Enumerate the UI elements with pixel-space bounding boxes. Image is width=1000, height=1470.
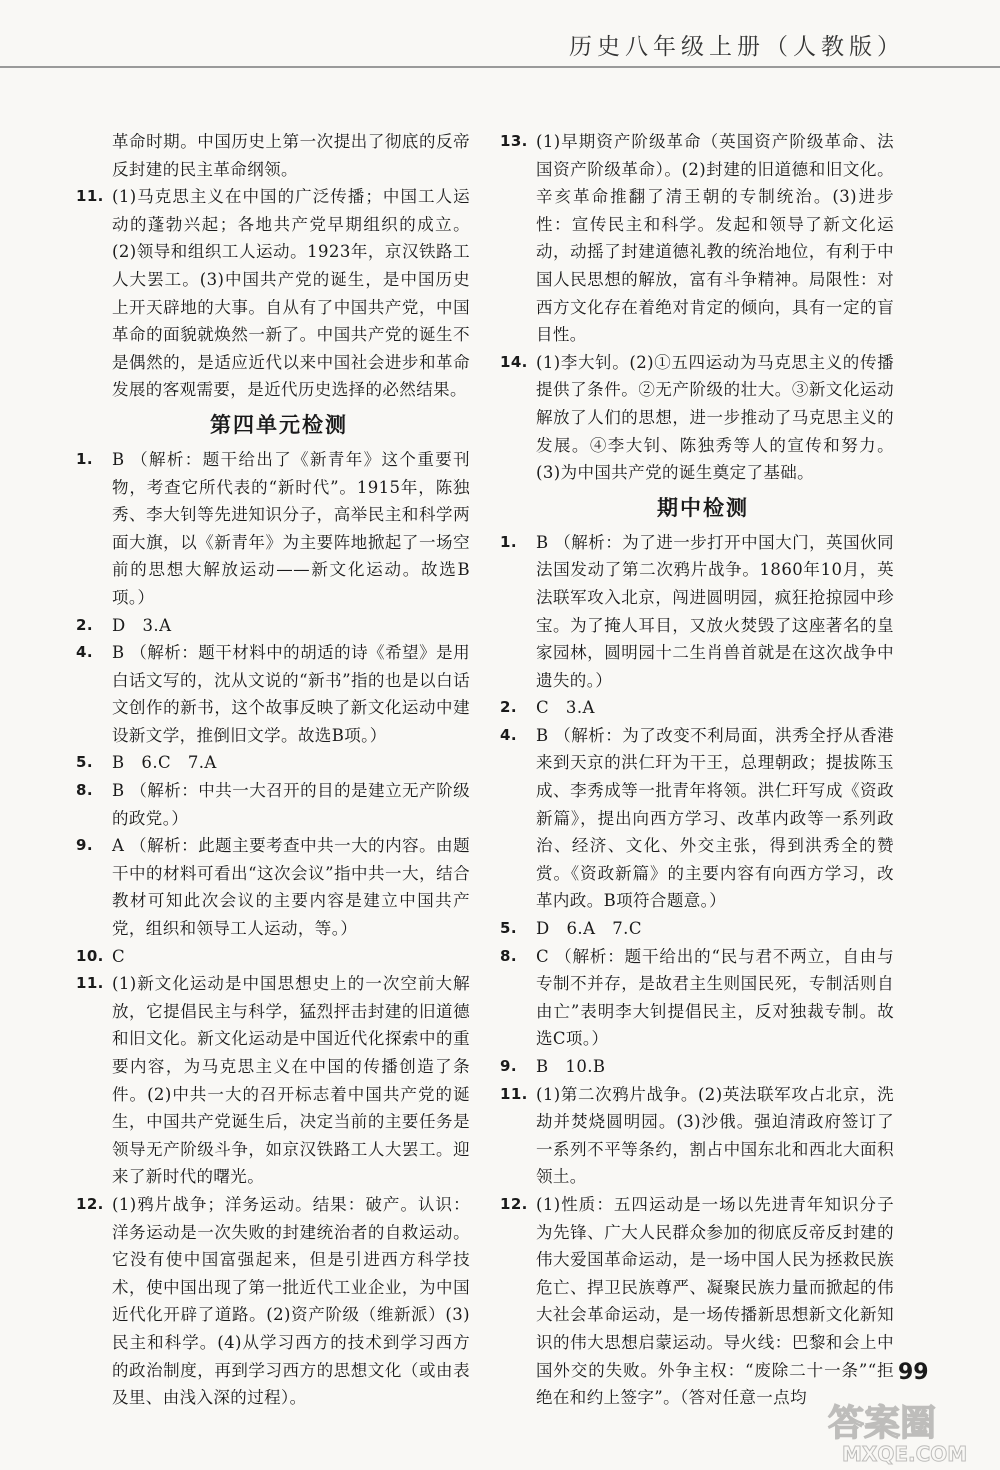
answer-continuation: 革命时期。中国历史上第一次提出了彻底的反帝反封建的民主革命纲领。 — [112, 132, 470, 179]
answer-text: A （解析：此题主要考查中共一大的内容。由题干中的材料可看出“这次会议”指中共一大，结合教材可知此次会议的主要内容是建立中国共产党，组织和领导工人运动，等。） — [112, 836, 470, 939]
answer-item — [76, 446, 470, 612]
answer-item — [500, 529, 894, 695]
answer-number: 1. — [500, 532, 517, 551]
answer-item — [76, 777, 470, 832]
watermark-text: 答案圈 — [828, 1403, 937, 1444]
answer-number: 11. — [76, 187, 104, 206]
answer-number: 12. — [76, 1194, 104, 1213]
answer-item — [76, 832, 470, 942]
section-title: 期中检测 — [657, 495, 749, 520]
answer-number: 5. — [76, 753, 93, 772]
header-rule — [0, 66, 1000, 68]
answer-number: 12. — [500, 1194, 528, 1213]
answer-number: 11. — [76, 974, 104, 993]
answer-number: 1. — [76, 449, 93, 468]
answer-number: 13. — [500, 132, 528, 150]
watermark-subtext: MXQE.COM — [842, 1442, 968, 1465]
answer-number: 5. — [500, 919, 517, 938]
answer-item — [76, 612, 470, 640]
answer-item — [76, 943, 470, 971]
answer-text: B （解析：题干给出了《新青年》这个重要刊物，考查它所代表的“新时代”。1915年，陈独秀、李大钊等先进知识分子，高举民主和科学两面大旗，以《新青年》为主要阵地掀起了一场空前的思想大解放运动——新文化运动。故选B项。） — [112, 449, 470, 607]
answer-item — [500, 943, 894, 1053]
answer-item — [500, 349, 894, 487]
answer-text: (1)第二次鸦片战争。(2)英法联军攻占北京，洗劫并焚烧圆明园。(3)沙俄。强迫清政府签订了一系列不平等条约，割占中国东北和西北大面积领土。 — [536, 1084, 894, 1187]
answer-text: B 6.C 7.A — [112, 753, 217, 773]
answer-item — [76, 1191, 470, 1412]
answer-number: 2. — [500, 698, 517, 717]
answer-text: (1)鸦片战争；洋务运动。结果：破产。认识：洋务运动是一次失败的封建统治者的自救运动。它没有使中国富强起来，但是引进西方科学技术，使中国出现了第一批近代工业企业，为中国近代化开辟了道路。(2)资产阶级（维新派）(3)民主和科学。(4)从学习西方的技术到学习西方的政治制度，再到学习西方的思想文化（或由表及里、由浅入深的过程）。 — [112, 1194, 470, 1408]
section-title: 第四单元检测 — [210, 412, 348, 437]
answer-item — [500, 1081, 894, 1191]
answer-number: 8. — [76, 781, 93, 800]
answer-item — [500, 1191, 894, 1412]
answer-text: B 10.B — [536, 1057, 606, 1076]
answer-text: C （解析：题干给出的“民与君不两立，自由与专制不并存，是故君主生则国民死，专制活则自由亡”表明李大钊提倡民主，反对独裁专制。故选C项。） — [536, 946, 894, 1049]
answer-number: 4. — [76, 643, 93, 662]
answer-text: B （解析：为了进一步打开中国大门，英国伙同法国发动了第二次鸦片战争。1860年10月，英法联军攻入北京，闯进圆明园，疯狂抢掠园中珍宝。为了掩人耳目，又放火焚毁了这座著名的皇家园林，圆明园十二生肖兽首就是在这次战争中遗失的。） — [536, 532, 894, 690]
answer-text: (1)性质：五四运动是一场以先进青年知识分子为先锋、广大人民群众参加的彻底反帝反封建的伟大爱国革命运动，是一场中国人民为拯救民族危亡、捍卫民族尊严、凝聚民族力量而掀起的伟大社会革命运动，是一场传播新思想新文化新知识的伟大思想启蒙运动。导火线：巴黎和会上中国外交的失败。外争主权：“废除二十一条”“拒绝在和约上签字”。（答对任意一点均 — [536, 1194, 894, 1408]
answer-text: D 6.A 7.C — [536, 919, 642, 939]
answer-text: B （解析：为了改变不利局面，洪秀全抒从香港来到天京的洪仁玕为干王，总理朝政；提拔陈玉成、李秀成等一批青年将领。洪仁玕写成《资政新篇》，提出向西方学习、改革内政等一系列政治、经济、文化、外交主张，得到洪秀全的赞赏。《资政新篇》的主要内容有向西方学习，改革内政。B项符合题意。） — [536, 725, 894, 911]
answer-item — [76, 970, 470, 1191]
answer-item — [500, 1053, 894, 1081]
page-number: 99 — [898, 1360, 929, 1385]
answer-number: 14. — [500, 352, 528, 371]
answer-item — [500, 722, 894, 915]
answer-number: 8. — [500, 946, 517, 965]
answer-text: (1)马克思主义在中国的广泛传播；中国工人运动的蓬勃兴起；各地共产党早期组织的成立。(2)领导和组织工人运动。1923年，京汉铁路工人大罢工。(3)中国共产党的诞生，是中国历史上开天辟地的大事。自从有了中国共产党，中国革命的面貌就焕然一新了。中国共产党的诞生不是偶然的，是适应近代以来中国社会进步和革命发展的客观需要，是近代历史选择的必然结果。 — [112, 187, 470, 400]
answer-item — [500, 915, 894, 943]
answer-item — [76, 749, 470, 777]
answer-text: D 3.A — [112, 615, 172, 635]
answer-text: (1)早期资产阶级革命（英国资产阶级革命、法国资产阶级革命）。(2)封建的旧道德和旧文化。辛亥革命推翻了清王朝的专制统治。(3)进步性：宣传民主和科学。发起和领导了新文化运动，动摇了封建道德礼教的统治地位，有利于中国人民思想的解放，富有斗争精神。局限性：对西方文化存在着绝对肯定的倾向，具有一定的盲目性。 — [536, 132, 894, 345]
answer-item — [500, 128, 894, 349]
answer-number: 2. — [76, 615, 93, 634]
answer-item — [76, 183, 470, 404]
right-column — [500, 128, 894, 1412]
answer-item — [76, 639, 470, 749]
running-header: 历史八年级上册（人教版） — [569, 34, 905, 60]
answer-number: 9. — [500, 1057, 517, 1075]
left-column — [76, 128, 470, 1412]
answer-number: 9. — [76, 836, 93, 855]
watermark-logo — [820, 1395, 995, 1465]
answer-text: C 3.A — [536, 698, 595, 718]
answer-text: C — [112, 946, 126, 966]
answer-text: B （解析：题干材料中的胡适的诗《希望》是用白话文写的，沈从文说的“新书”指的也是以白话文创作的新书，这个故事反映了新文化运动中建设新文学，推倒旧文学。故选B项。） — [112, 643, 470, 745]
answer-number: 4. — [500, 725, 517, 744]
answer-item — [500, 694, 894, 722]
answer-number: 10. — [76, 946, 104, 965]
answer-text: (1)李大钊。(2)①五四运动为马克思主义的传播提供了条件。②无产阶级的壮大。③新文化运动解放了人们的思想，进一步推动了马克思主义的发展。④李大钊、陈独秀等人的宣传和努力。(3)为中国共产党的诞生奠定了基础。 — [536, 352, 894, 483]
answer-text: (1)新文化运动是中国思想史上的一次空前大解放，它提倡民主与科学，猛烈抨击封建的旧道德和旧文化。新文化运动是中国近代化探索中的重要内容，为马克思主义在中国的传播创造了条件。(2)中共一大的召开标志着中国共产党的诞生，中国共产党诞生后，决定当前的主要任务是领导无产阶级斗争，如京汉铁路工人大罢工。迎来了新时代的曙光。 — [112, 974, 470, 1187]
answer-text: B （解析：中共一大召开的目的是建立无产阶级的政党。） — [112, 781, 470, 828]
answer-number: 11. — [500, 1084, 528, 1103]
